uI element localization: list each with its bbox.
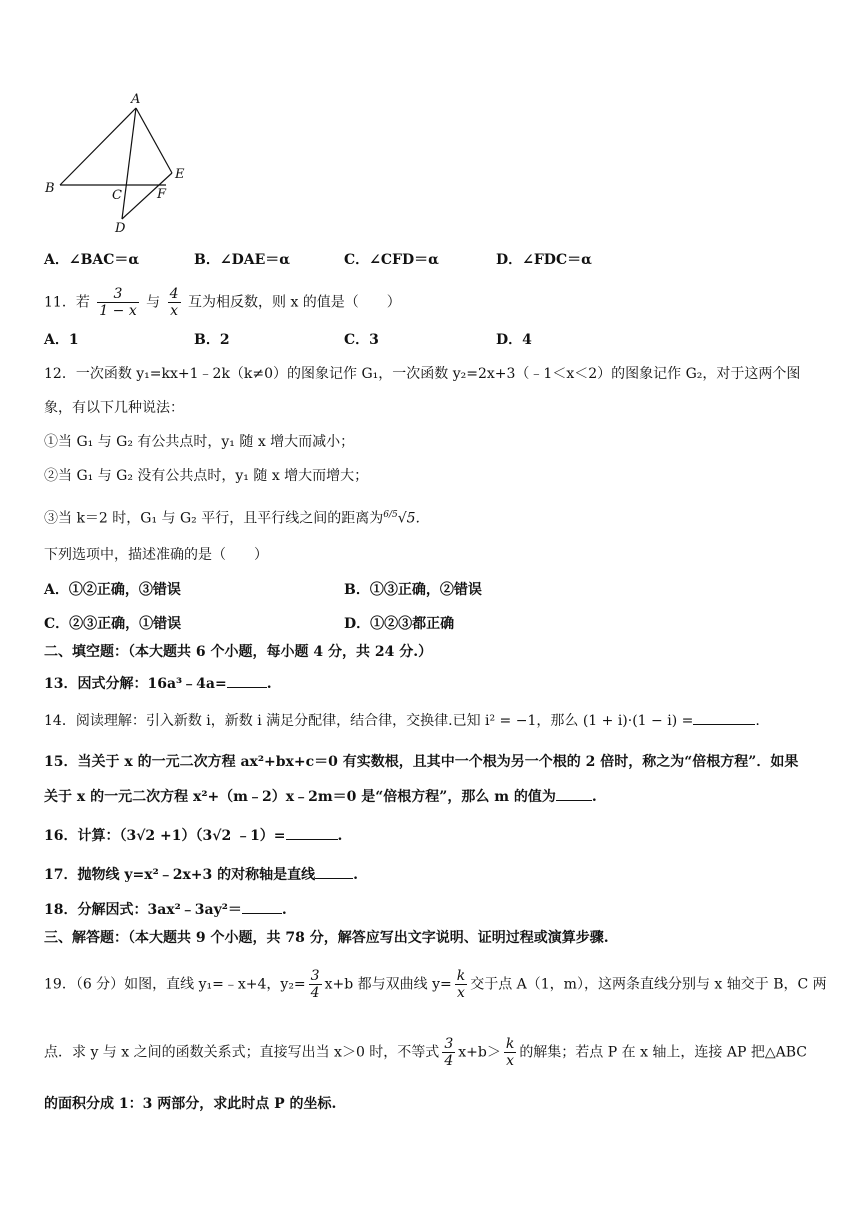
label-d: D [115,221,126,236]
q19-line1: 19．（6 分）如图，直线 y₁=﹣x+4，y₂= $\frac{3}{4}$ x+b 都与双曲线 y= $\frac{k}{x}$ 交于点 A（1，m），这两条直线分别与 x 轴交于 B，C 两 [44,968,827,1001]
q12-option-a: A．①②正确，③错误 [44,582,181,598]
q12-line2: 象，有以下几种说法： [44,400,184,416]
q12-statement-3: ③当 k＝2 时，G₁ 与 G₂ 平行，且平行线之间的距离为$^{6/5}$√5. [44,510,420,527]
question-18: 18．分解因式：3ax²﹣3ay²＝ . [44,902,287,918]
label-f: F [157,187,167,202]
section-2-heading: 二、填空题：（本大题共 6 个小题，每小题 4 分，共 24 分.） [44,644,433,660]
q12-ask: 下列选项中，描述准确的是（ ） [44,547,268,563]
q10-option-a: A．∠BAC＝α [44,252,140,268]
q10-option-c: C．∠CFD＝α [344,252,439,268]
q19-line2: 点．求 y 与 x 之间的函数关系式；直接写出当 x＞0 时，不等式 $\frac{3}{4}$ x+b＞ $\frac{k}{x}$ 的解集；若点 P 在 x 轴上，连接 AP 把△ABC [44,1036,807,1069]
label-c: C [112,188,122,203]
label-b: B [45,181,55,196]
label-e: E [175,167,185,182]
q12-statement-2: ②当 G₁ 与 G₂ 没有公共点时，y₁ 随 x 增大而增大； [44,468,369,484]
q11-option-a: A．1 [44,332,79,348]
q12-option-b: B．①③正确，②错误 [344,582,482,598]
q12-statement-1: ①当 G₁ 与 G₂ 有公共点时，y₁ 随 x 增大而减小； [44,434,355,450]
q19-line3: 的面积分成 1：3 两部分，求此时点 P 的坐标. [44,1096,337,1112]
question-16: 16．计算：（3√2 +1）（3√2 ﹣1）= . [44,828,343,844]
q15-line2: 关于 x 的一元二次方程 x²+（m﹣2）x﹣2m＝0 是“倍根方程”，那么 m 的值为 . [44,789,597,805]
q11-option-b: B．2 [194,332,230,348]
question-13: 13．因式分解：16a³﹣4a= . [44,676,272,692]
q12-option-d: D．①②③都正确 [344,616,455,632]
q12-option-c: C．②③正确，①错误 [44,616,182,632]
q11-option-c: C．3 [344,332,379,348]
q10-option-b: B．∠DAE＝α [194,252,291,268]
question-11: 11．若 $\frac{3}{1 - x}$ 与 $\frac{4}{x}$ 互为相反数，则 x 的值是（ ） [44,286,401,319]
geometry-figure [38,88,198,238]
q15-line1: 15．当关于 x 的一元二次方程 ax²+bx+c＝0 有实数根，且其中一个根为另一个根的 2 倍时，称之为“倍根方程”．如果 [44,754,799,770]
q12-line1: 12．一次函数 y₁=kx+1﹣2k（k≠0）的图象记作 G₁，一次函数 y₂=2x+3（﹣1＜x＜2）的图象记作 G₂，对于这两个图 [44,366,801,382]
section-3-heading: 三、解答题：（本大题共 9 个小题，共 78 分，解答应写出文字说明、证明过程或演算步骤. [44,930,609,946]
label-a: A [131,92,141,107]
triangle-diagram [38,88,198,238]
q11-option-d: D．4 [496,332,532,348]
question-14: 14．阅读理解：引入新数 i，新数 i 满足分配律，结合律，交换律.已知 i² = −1，那么 (1 + i)·(1 − i) = . [44,713,760,729]
question-17: 17．抛物线 y=x²﹣2x+3 的对称轴是直线 . [44,867,359,883]
q10-option-d: D．∠FDC＝α [496,252,592,268]
